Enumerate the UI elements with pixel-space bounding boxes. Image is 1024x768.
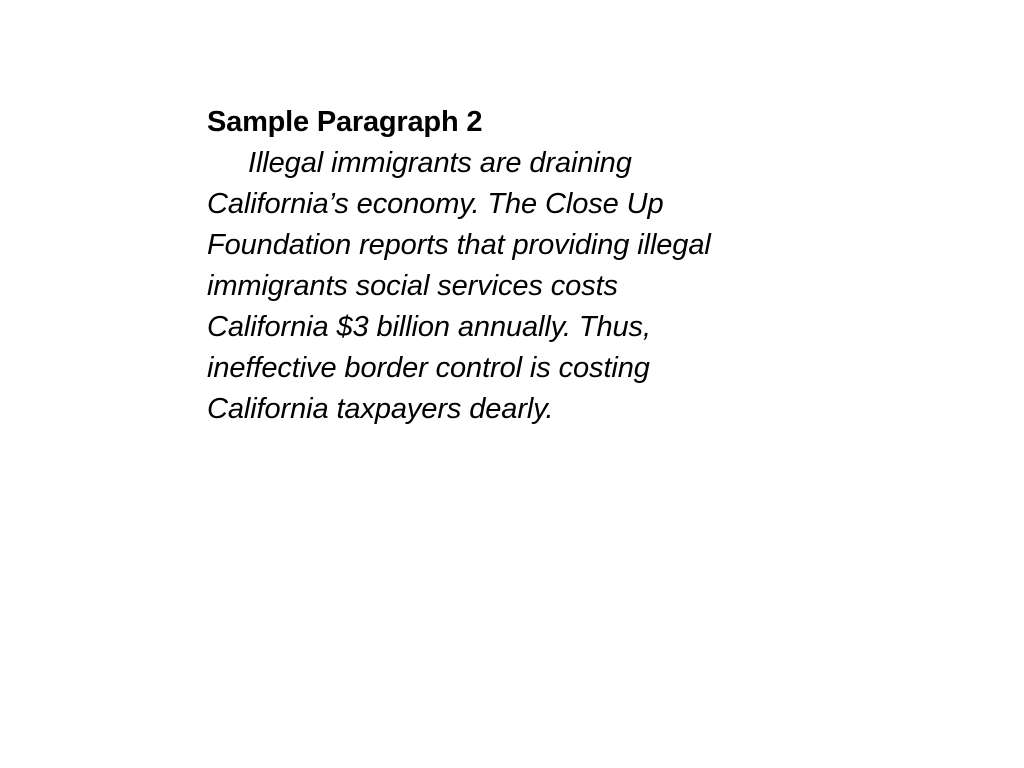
- paragraph-line: Illegal immigrants are draining: [248, 147, 632, 179]
- paragraph-line: immigrants social services costs: [207, 270, 618, 302]
- paragraph-line: Foundation reports that providing illegal: [207, 229, 711, 261]
- paragraph-line: California’s economy. The Close Up: [207, 188, 664, 220]
- paragraph-line: ineffective border control is costing: [207, 352, 650, 384]
- slide-title: Sample Paragraph 2: [207, 106, 483, 138]
- paragraph-line: California taxpayers dearly.: [207, 393, 554, 425]
- sample-paragraph: [207, 143, 847, 430]
- slide-content: [207, 102, 847, 430]
- paragraph-line: California $3 billion annually. Thus,: [207, 311, 651, 343]
